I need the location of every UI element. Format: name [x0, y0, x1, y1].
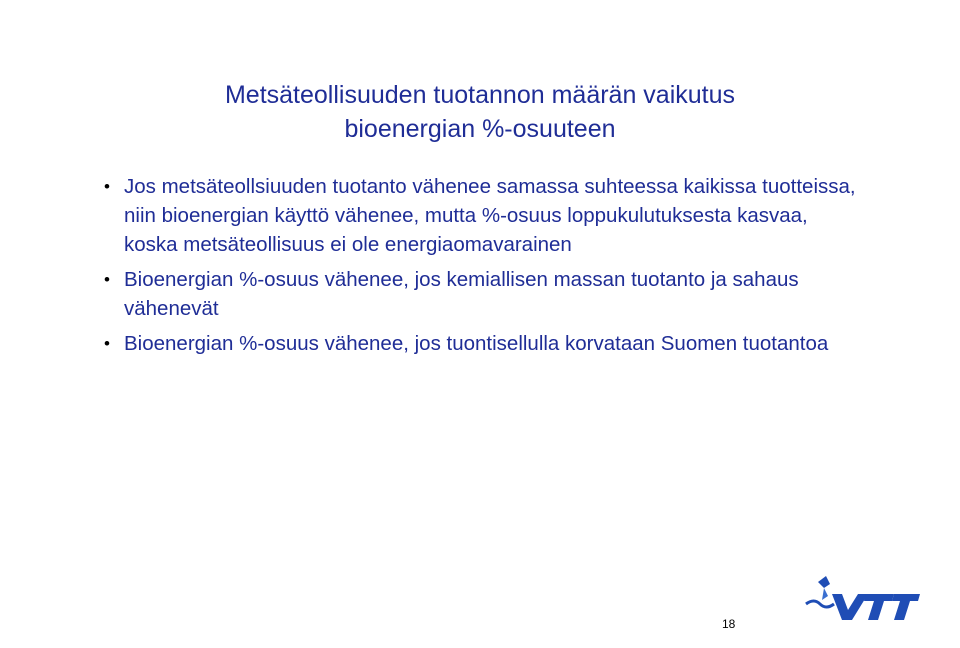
slide-title-line-1: Metsäteollisuuden tuotannon määrän vaikutus [224, 81, 736, 109]
bullet-item [104, 172, 864, 259]
bullet-text: Bioenergian %-osuus vähenee, jos tuontisellulla korvataan Suomen tuotantoa [124, 332, 829, 355]
bullet-icon: • [104, 270, 110, 289]
vtt-logo [804, 574, 922, 626]
bullet-list [104, 172, 864, 364]
page-number: 18 [722, 617, 736, 631]
bullet-item [104, 265, 864, 323]
bullet-icon: • [104, 334, 110, 353]
slide-title [80, 78, 880, 146]
bullet-icon: • [104, 177, 110, 196]
slide-title-line-2: bioenergian %-osuuteen [344, 115, 616, 143]
bullet-item [104, 329, 864, 358]
bullet-text: Bioenergian %-osuus vähenee, jos kemiallisen massan tuotanto ja sahaus vähenevät [124, 268, 799, 320]
bullet-text: Jos metsäteollsiuuden tuotanto vähenee samassa suhteessa kaikissa tuotteissa, niin bioenergian käyttö vähenee, mutta %-osuus loppukulutuksesta kasvaa, koska metsäteollisuus ei ole energiaomavarainen [124, 175, 856, 256]
